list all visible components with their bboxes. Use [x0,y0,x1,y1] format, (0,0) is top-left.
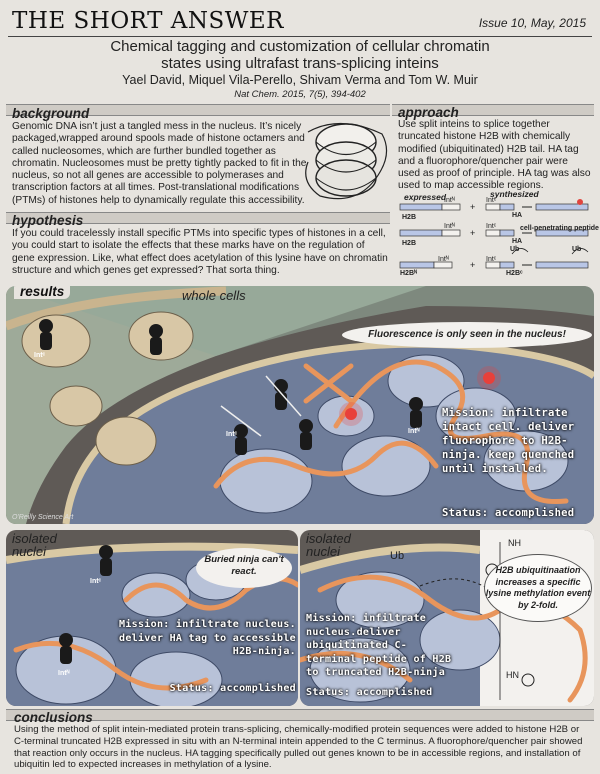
background-title: background [12,106,90,121]
approach-expressed-label: expressed [404,192,447,202]
label-intc-3: Intᶜ [486,256,497,263]
authors: Yael David, Miquel Vila-Perello, Shivam Verma and Tom W. Muir [122,73,478,87]
results-mission: Mission: infiltrate intact cell. deliver fluorophore to H2B-ninja. keep quenched until installed. [442,407,575,475]
isolated-nuclei-panel-a [6,530,298,706]
label-cpp: cell-penetrating peptide [520,225,599,232]
label-h2b-2: H2B [402,240,417,247]
hn-label: HN [506,670,519,680]
plus-1: + [470,202,476,212]
label-ub-1: Ub [510,246,520,253]
hypothesis-title: hypothesis [12,213,84,228]
conclusions-title: conclusions [14,710,93,725]
nucleosome-sketch [300,112,392,208]
isolated-nuclei-panel-b [300,530,594,706]
label-ha-2: HA [512,238,523,245]
background-text: Genomic DNA isn’t just a tangled mess in the nucleus. It’s nicely packaged,wrapped around spools made of histone octamers and called nucleosomes, which are further bundled together as chromatin. Nucleosomes must be pretty tightly packed to fit in the nucleus, so not all genes are accessible to polymerases and transcription factors at all times. Post-translational modifications (PTMs) of histones help to dynamically regulate this accessibility. [12,121,307,206]
approach-title: approach [398,105,459,120]
label-h2b-1: H2B [402,214,417,221]
isolated-a-status: Status: accomplished [169,683,296,694]
title-rule [8,36,592,37]
label-ub-2: Ub [572,246,582,253]
isolated-a-mission: Mission: infiltrate nucleus. deliver HA tag to accessible H2B-ninja. [119,619,296,657]
intn-label-1: Intᴺ [408,428,420,435]
ub-label-b: Ub [390,550,405,562]
plus-2: + [470,228,476,238]
issue-label: Issue 10, May, 2015 [478,16,586,30]
journal-citation: Nat Chem. 2015, 7(5), 394-402 [234,89,366,100]
fluorescence-bubble: Fluorescence is only seen in the nucleus! [342,322,592,348]
label-intn-1: Intᴺ [444,197,455,204]
hypothesis-text: If you could tracelessly install specific PTMs into specific types of histones in a cell, you could start to isolate the effects that these marks have on the regulation of gene expression. Like, what effect does acetylation of this lysine have on chromatin structure and which genes get expressed? That sorta thing. [12,228,388,276]
conclusions-text: Using the method of split intein-mediated protein trans-splicing, chemically-modified protein sequences were added to histone H2B or C-terminal truncated H2B expressed in situ with an N-terminal intein appended to the C terminus. A fluorophore/quencher pair showed that reaction only occurs in the nucleus. HA tagging specifically pulled out genes known to be in accessible regions, and installation of ubiquitin led to expected increases in methylation of a lysine. [14,724,583,771]
results-panel [6,286,594,524]
ubiquitination-bubble: H2B ubiquitinaation increases a specific lysine methylation event by 2-fold. [484,554,592,622]
whole-cells-label: whole cells [182,288,246,303]
intc-label-1: Intᶜ [34,352,46,359]
isolated-nuclei-title-a: isolated nuclei [12,531,57,559]
conclusions-bar [6,709,594,721]
isolated-b-status: Status: accomplished [306,687,433,698]
iso-a-intn-label: Intᴺ [58,670,70,677]
iso-a-intc-label: Intᶜ [90,578,102,585]
label-intn-2: Intᴺ [444,223,455,230]
splicing-scheme [396,196,596,286]
isolated-b-mission: Mission: infiltrate nucleus.deliver ubiquitinated C-terminal peptide of H2B to truncated H2B-ninja [306,613,452,678]
approach-text: Use split inteins to splice together truncated histone H2B with chemically modified (ubiquitinated) H2B tail. HA tag and a fluorophore/quencher pair were used as proof of principle. HA tag was also used to map accessible regions. [398,119,591,192]
label-intc-2: Intᶜ [486,223,497,230]
label-intc-1: Intᶜ [486,197,497,204]
label-h2bc: H2Bᶜ [506,270,523,277]
intc-label-2: Intᶜ [226,431,238,438]
buried-ninja-bubble: Buried ninja can't react. [196,548,292,588]
page-title: THE SHORT ANSWER [12,8,284,34]
paper-title: Chemical tagging and customization of cellular chromatin states using ultrafast trans-splicing inteins [110,38,490,72]
results-title: results [14,286,70,299]
label-h2bn: H2Bᴺ [400,270,418,277]
plus-3: + [470,260,476,270]
isolated-nuclei-title-b: isolated nuclei [306,531,351,559]
results-status: Status: accomplished [442,507,575,519]
approach-synthesized-label: synthesized [490,189,539,199]
nh-label: NH [508,538,521,548]
art-credit: O'Reilly Science Art [12,514,74,521]
label-intn-3: Intᴺ [438,256,449,263]
label-ha-1: HA [512,212,523,219]
